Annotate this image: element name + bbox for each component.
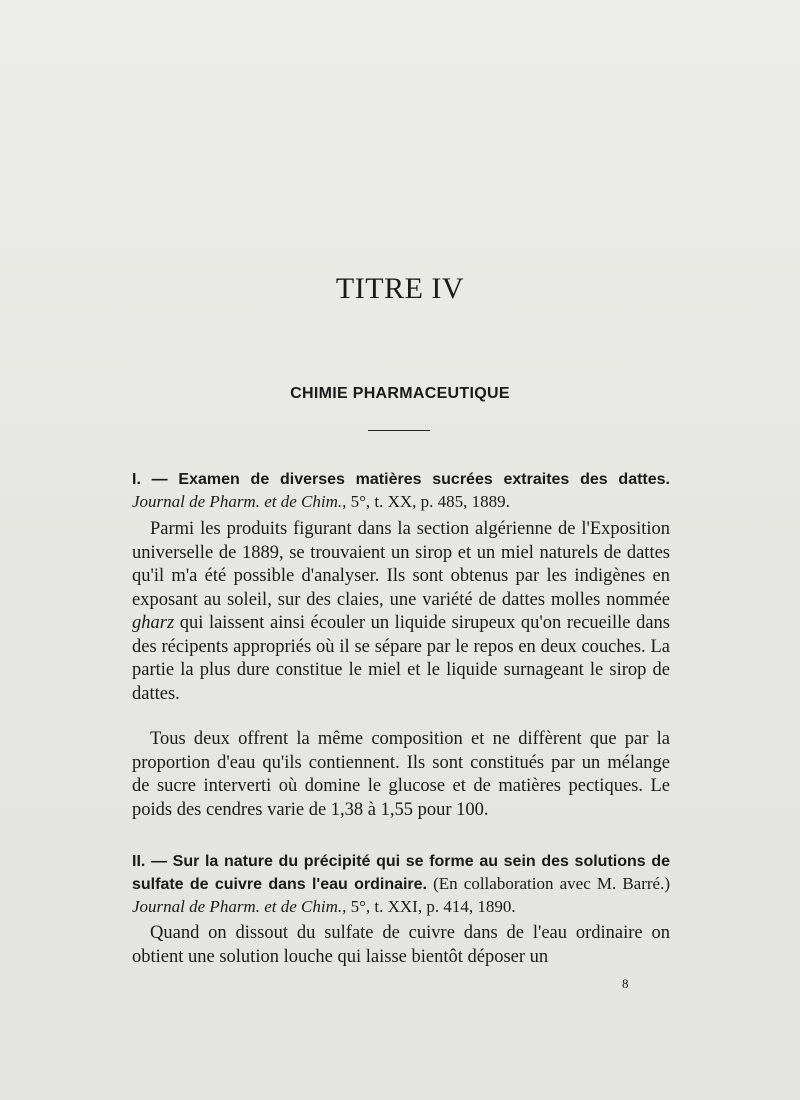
entry-2-citation: 5°, t. XXI, p. 414, 1890. <box>346 897 516 916</box>
entry-1-citation: 5°, t. XX, p. 485, 1889. <box>346 492 510 511</box>
entry-2-heading: II. — Sur la nature du précipité qui se forme au sein des solutions de sulfate de cuivre dans l'eau ordinaire. <box>132 853 670 893</box>
entry-2-journal: Journal de Pharm. et de Chim., <box>132 897 347 916</box>
divider-rule <box>368 430 430 431</box>
paragraph-1-emphasis: gharz <box>132 613 175 633</box>
paragraph-1-text-a: Parmi les produits figurant dans la section algérienne de l'Exposition universelle de 1889, se trouvaient un sirop et un miel naturels de dattes qu'il m'a été possible d'analyser. Ils sont obtenus par les indigènes en exposant au soleil, sur des claies, une variété de dattes molles nommée <box>132 519 670 610</box>
entry-1-journal: Journal de Pharm. et de Chim., <box>132 492 347 511</box>
paragraph-1 <box>132 518 670 706</box>
entry-2-collaboration: (En collaboration avec M. Barré.) <box>427 874 670 893</box>
entry-1 <box>132 468 670 513</box>
entry-2 <box>132 850 670 918</box>
page-title: TITRE IV <box>335 272 465 305</box>
entry-1-heading: I. — Examen de diverses matières sucrées extraites des dattes. <box>132 471 670 488</box>
section-heading: CHIMIE PHARMACEUTIQUE <box>290 385 510 402</box>
paragraph-2: Tous deux offrent la même composition et ne diffèrent que par la proportion d'eau qu'ils contiennent. Ils sont constitués par un mélange de sucre interverti où domine le glucose et de matières pectiques. Le poids des cendres varie de 1,38 à 1,55 pour 100. <box>132 729 670 820</box>
paragraph-3: Quand on dissout du sulfate de cuivre dans de l'eau ordinaire on obtient une solution louche qui laisse bientôt déposer un <box>132 923 670 967</box>
page-number: 8 <box>622 976 629 991</box>
paragraph-1-text-b: qui laissent ainsi écouler un liquide sirupeux qu'on recueille dans des récipents appropriés où il se sépare par le repos en deux couches. La partie la plus dure constitue le miel et le liquide surnageant le sirop de dattes. <box>132 613 670 704</box>
